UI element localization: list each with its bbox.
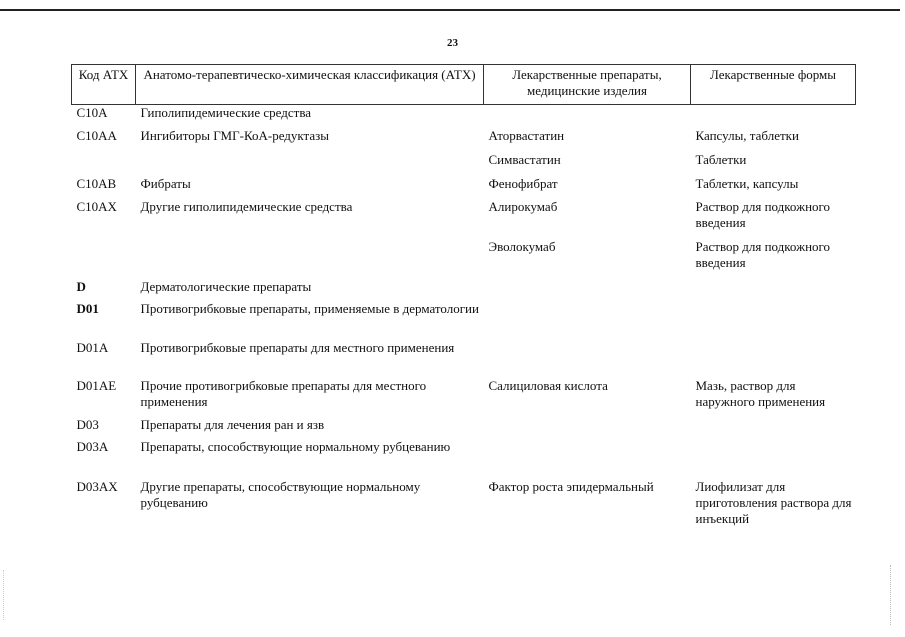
cell-form: Мазь, раствор для наружного применения xyxy=(695,377,826,409)
cell-code: C10AB xyxy=(76,175,117,191)
top-rule xyxy=(0,9,900,11)
cell-code: D01 xyxy=(76,300,99,316)
header-drug: Лекарственные препараты, медицинские изделия xyxy=(484,65,691,105)
cell-code: C10AA xyxy=(76,127,117,143)
cell-drug xyxy=(484,301,691,340)
cell-drug: Салициловая кислота xyxy=(488,377,608,393)
table-row xyxy=(72,152,856,176)
table-body xyxy=(72,105,856,529)
cell-classification: Гиполипидемические средства xyxy=(140,105,312,120)
cell-form: Лиофилизат для приготовления раствора для инъекций xyxy=(695,478,852,526)
cell-code xyxy=(72,239,136,279)
table-row xyxy=(72,417,856,439)
table-row xyxy=(72,128,856,152)
atc-table xyxy=(71,64,856,529)
cell-form: Раствор для подкожного введения xyxy=(695,198,831,230)
cell-classification: Фибраты xyxy=(140,175,191,191)
scan-edge-marks-left xyxy=(3,570,10,620)
table-row xyxy=(72,378,856,417)
cell-classification: Другие гиполипидемические средства xyxy=(140,198,353,214)
cell-code: D01AE xyxy=(76,377,117,393)
cell-drug xyxy=(484,417,691,439)
cell-form: Капсулы, таблетки xyxy=(695,127,799,143)
cell-classification: Другие препараты, способствующие нормальному рубцеванию xyxy=(140,478,421,510)
cell-code: C10AX xyxy=(76,198,117,214)
cell-code: D03AX xyxy=(76,478,118,494)
cell-drug: Аторвастатин xyxy=(488,127,565,143)
cell-code: C10A xyxy=(76,105,108,120)
cell-classification: Противогрибковые препараты, применяемые в дерматологии xyxy=(140,300,479,316)
table-row xyxy=(72,105,856,128)
cell-form: Таблетки xyxy=(695,151,747,167)
table-row xyxy=(72,439,856,479)
cell-drug: Эволокумаб xyxy=(488,238,556,254)
cell-drug: Фактор роста эпидермальный xyxy=(488,478,654,494)
cell-code: D01A xyxy=(76,339,109,355)
table-header-row xyxy=(72,65,856,105)
cell-code: D03 xyxy=(76,416,99,432)
cell-drug: Симвастатин xyxy=(488,151,561,167)
cell-classification xyxy=(136,239,484,279)
header-code: Код АТХ xyxy=(72,65,136,105)
header-classification: Анатомо-терапевтическо-химическая классификация (АТХ) xyxy=(136,65,484,105)
cell-code: D xyxy=(76,278,86,294)
page-number: 23 xyxy=(447,37,458,49)
cell-drug xyxy=(484,279,691,301)
cell-code xyxy=(72,152,136,176)
cell-form: Таблетки, капсулы xyxy=(695,175,799,191)
cell-drug xyxy=(484,105,691,128)
scan-edge-marks xyxy=(890,565,901,625)
cell-classification: Препараты, способствующие нормальному рубцеванию xyxy=(140,438,451,454)
cell-drug: Алирокумаб xyxy=(488,198,558,214)
table-row xyxy=(72,239,856,279)
cell-form: Раствор для подкожного введения xyxy=(695,238,831,270)
table-row xyxy=(72,199,856,239)
table-row xyxy=(72,301,856,340)
table-row xyxy=(72,340,856,378)
cell-classification: Ингибиторы ГМГ-КоА-редуктазы xyxy=(140,127,330,143)
table-row xyxy=(72,279,856,301)
cell-drug xyxy=(484,439,691,479)
table-row xyxy=(72,176,856,199)
cell-form xyxy=(691,301,856,340)
cell-form xyxy=(691,340,856,378)
cell-form xyxy=(691,279,856,301)
table-row xyxy=(72,479,856,529)
cell-classification: Противогрибковые препараты для местного применения xyxy=(140,339,455,355)
cell-classification: Прочие противогрибковые препараты для местного применения xyxy=(140,377,427,409)
cell-form xyxy=(691,439,856,479)
cell-classification: Препараты для лечения ран и язв xyxy=(140,416,325,432)
cell-drug: Фенофибрат xyxy=(488,175,558,191)
header-form: Лекарственные формы xyxy=(691,65,856,105)
cell-code: D03A xyxy=(76,438,109,454)
cell-classification xyxy=(136,152,484,176)
cell-form xyxy=(691,417,856,439)
cell-drug xyxy=(484,340,691,378)
cell-form xyxy=(691,105,856,128)
cell-classification: Дерматологические препараты xyxy=(140,278,312,294)
